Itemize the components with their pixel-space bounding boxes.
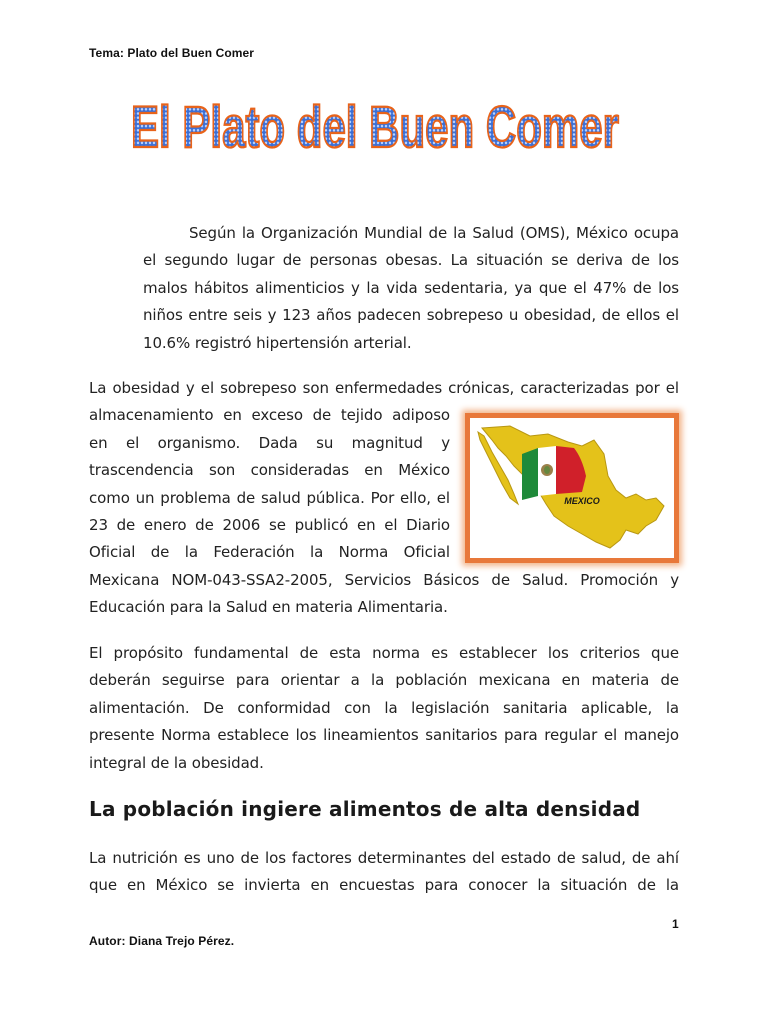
- paragraph-line: trascendencia son consideradas en México: [89, 461, 450, 480]
- paragraph-line: integral de la obesidad.: [89, 753, 264, 772]
- paragraph-line: Mexicana NOM-043-SSA2-2005, Servicios Básicos de Salud. Promoción y: [89, 570, 679, 589]
- paragraph-line: 23 de enero de 2006 se publicó en el Diario: [89, 515, 450, 534]
- page-number: 1: [672, 917, 679, 931]
- intro-line: Según la Organización Mundial de la Salud (OMS), México ocupa: [189, 224, 679, 242]
- paragraph-line: Educación para la Salud en materia Alimentaria.: [89, 598, 448, 617]
- intro-paragraph: [143, 220, 679, 357]
- paragraph-line: como un problema de salud pública. Por ello, el: [89, 488, 450, 507]
- map-label: MEXICO: [564, 496, 600, 506]
- paragraph-line: que en México se invierta en encuestas para conocer la situación de la: [89, 876, 679, 895]
- intro-line: niños entre seis y 123 años padecen sobrepeso u obesidad, de ellos el: [143, 306, 679, 325]
- mexico-map-icon: [470, 418, 674, 558]
- paragraph-line: La nutrición es uno de los factores determinantes del estado de salud, de ahí: [89, 849, 679, 867]
- paragraph-line: La obesidad y el sobrepeso son enfermedades crónicas, caracterizadas por el: [89, 379, 679, 397]
- paragraph-line: en el organismo. Dada su magnitud y: [89, 433, 450, 452]
- purpose-paragraph: [89, 640, 679, 777]
- section-heading: La población ingiere alimentos de alta densidad: [89, 797, 641, 821]
- paragraph-line: Oficial de la Federación la Norma Oficial: [89, 543, 450, 562]
- intro-line: el segundo lugar de personas obesas. La situación se deriva de los: [143, 251, 679, 270]
- intro-line: 10.6% registró hipertensión arterial.: [143, 333, 412, 352]
- title-text: El Plato del Buen Comer: [130, 94, 619, 161]
- document-author: Autor: Diana Trejo Pérez.: [89, 934, 235, 948]
- intro-line: malos hábitos alimenticios y la vida sedentaria, ya que el 47% de los: [143, 278, 679, 297]
- document-topic: Tema: Plato del Buen Comer: [89, 46, 255, 60]
- paragraph-line: El propósito fundamental de esta norma es establecer los criterios que: [89, 644, 679, 662]
- document-title: [120, 82, 630, 162]
- paragraph-line: deberán seguirse para orientar a la población mexicana en materia de: [89, 671, 679, 690]
- paragraph-line: almacenamiento en exceso de tejido adiposo: [89, 406, 450, 425]
- paragraph-line: presente Norma establece los lineamientos sanitarios para regular el manejo: [89, 726, 679, 745]
- paragraph-line: alimentación. De conformidad con la legislación sanitaria aplicable, la: [89, 698, 679, 717]
- mexico-map-image: [465, 413, 679, 563]
- nutrition-paragraph: [89, 845, 679, 900]
